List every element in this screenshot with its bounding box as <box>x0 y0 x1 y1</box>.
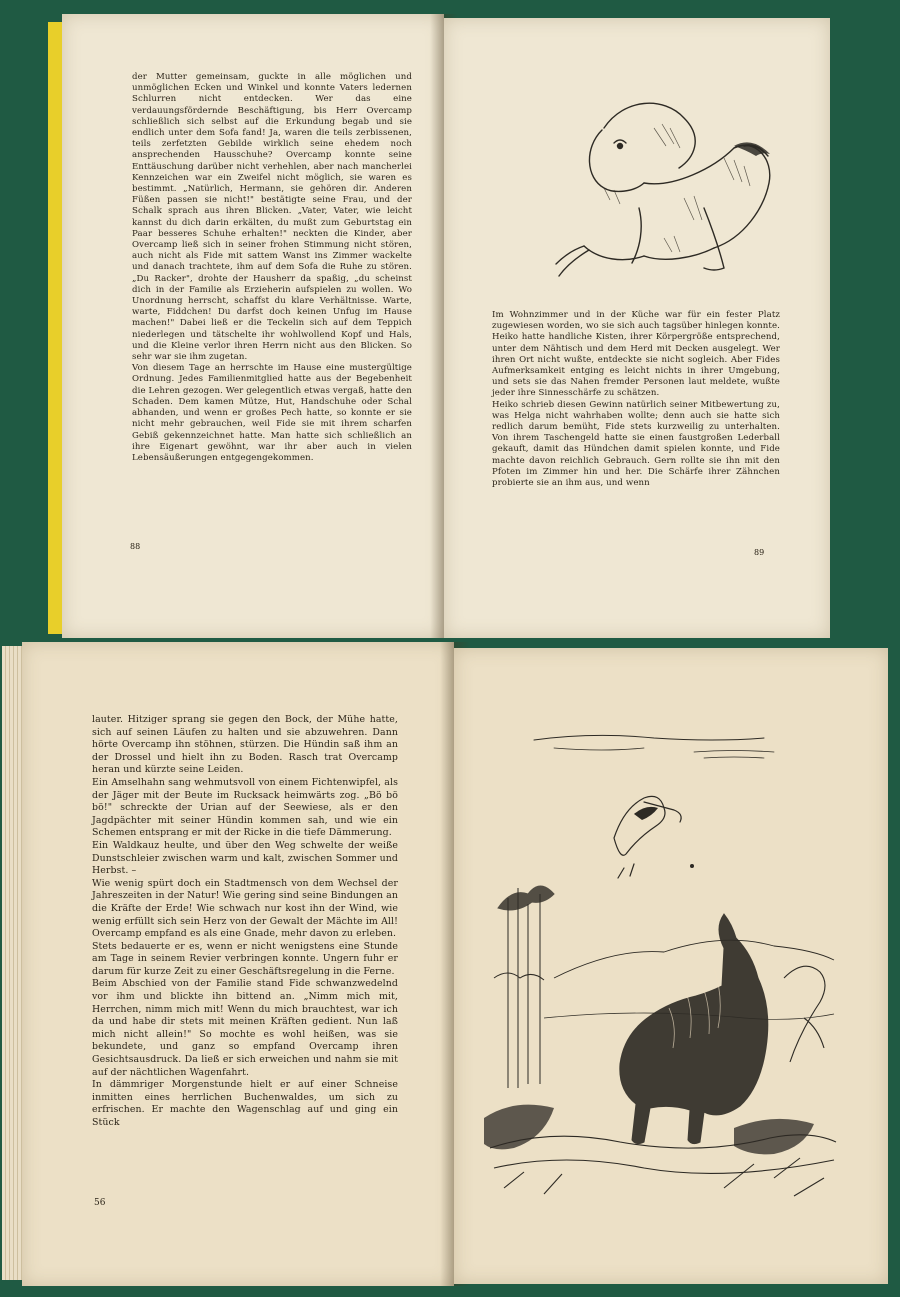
lower-right-page <box>454 648 888 1284</box>
upper-left-page <box>62 14 444 638</box>
upper-right-page-text: Im Wohnzimmer und in der Küche war für ein fester Platz zugewiesen worden, wo sie sich auch tagsüber hinlegen konnte. Heiko hatte handliche Kisten, ihrer Körpergröße entsprechend, unter dem Nähtisch und dem Herd mit Decken ausgelegt. Wer ihren Ort nicht wußte, entdeckte sie nicht sogleich. Aber Fides Aufmerksamkeit entging es leicht nichts in ihrer Umgebung, und sets sie das Nahen fremder Personen laut meldete, wußte jeder ihre Sinnesschärfe zu schätzen. Heiko schrieb diesen Gewinn natürlich seiner Mitbewertung zu, was Helga nicht wahrhaben wollte; denn auch sie hatte sich redlich darum bemüht, Fide stets kurzweilig zu unterhalten. Von ihrem Taschengeld hatte sie einen faustgroßen Lederball gekauft, damit das Hündchen damit spielen konnte, und Fide machte davon reichlich Gebrauch. Gern rollte sie ihn mit den Pfoten im Zimmer hin und her. Die Schärfe ihrer Zähnchen probierte sie an ihm aus, und wenn <box>492 310 780 489</box>
lower-left-page-number: 56 <box>94 1198 106 1208</box>
upper-right-page-number: 89 <box>754 548 765 557</box>
upper-left-page-number: 88 <box>130 542 141 551</box>
lower-boar-and-bird-illustration <box>484 718 844 1218</box>
upper-dog-illustration <box>544 88 794 288</box>
upper-right-page <box>444 18 830 638</box>
lower-book <box>2 642 892 1290</box>
lower-left-page <box>22 642 454 1286</box>
upper-book <box>48 14 830 640</box>
lower-left-page-text: lauter. Hitziger sprang sie gegen den Bock, der Mühe hatte, sich auf seinen Läufen zu halten und sie abzuwehren. Dann hörte Overcamp ihn stöhnen, stürzen. Die Hündin saß ihm an der Drossel und hielt ihn zu Boden. Rasch trat Overcamp heran und kürzte seine Leiden. Ein Amselhahn sang wehmutsvoll von einem Fichtenwipfel, als der Jäger mit der Beute im Rucksack heimwärts zog. „Bö bö bö!" schreckte der Urian auf der Seewiese, als er den Jagdpächter mit seiner Hündin kommen sah, und wie ein Schemen entsprang er mit der Ricke in die tiefe Dämmerung. Ein Waldkauz heulte, und über den Weg schwelte der weiße Dunstschleier zwischen warm und kalt, zwischen Sommer und Herbst. – Wie wenig spürt doch ein Stadtmensch von dem Wechsel der Jahreszeiten in der Natur! Wie gering sind seine Bindungen an die Kräfte der Erde! Wie schwach nur kost ihn der Wind, wie wenig erfüllt sich sein Herz von der Gewalt der Mächte im All! Overcamp empfand es als eine Gnade, mehr davon zu erleben. Stets bedauerte er es, wenn er nicht wenigstens eine Stunde am Tage in seinem Revier verbringen konnte. Ungern fuhr er darum für kurze Zeit zu einer Geschäftsregelung in die Ferne. Beim Abschied von der Familie stand Fide schwanzwedelnd vor ihm und blickte ihn bittend an. „Nimm mich mit, Herrchen, nimm mich mit! Wenn du mich brauchtest, war ich da und habe dir stets mit meinen Kräften gedient. Nun laß mich nicht allein!" So mochte es wohl heißen, was sie bekundete, und ganz so empfand Overcamp ihren Gesichtsausdruck. Da ließ er sich erweichen und nahm sie mit auf der nächtlichen Wagenfahrt. In dämmriger Morgenstunde hielt er auf einer Schneise inmitten eines herrlichen Buchenwaldes, um sich zu erfrischen. Er machte den Wagenschlag auf und ging ein Stück <box>92 714 398 1128</box>
upper-left-page-text: der Mutter gemeinsam, guckte in alle möglichen und unmöglichen Ecken und Winkel und konnte Vaters ledernen Schlurren nicht entdecken. Wer das eine verdauungsfördernde Beschäftigung, bis Herr Overcamp schließlich sich selbst auf die Erkundung begab und sie endlich unter dem Sofa fand! Ja, waren die teils zerbissenen, teils zerfetzten Gebilde wirklich seine ehedem noch ansprechenden Hausschuhe? Overcamp konnte seine Enttäuschung darüber nicht verhehlen, aber nach mancherlei Kennzeichen war ein Zweifel nicht möglich, sie waren es bestimmt. „Natürlich, Hermann, sie gehören dir. Anderen Füßen passen sie nicht!" bestätigte seine Frau, und der Schalk sprach aus ihren Blicken. „Vater, Vater, wie leicht kannst du dich darin erkälten, du mußt zum Geburtstag ein Paar besseres Schuhe erhalten!" neckten die Kinder, aber Overcamp ließ sich in seiner frohen Stimmung nicht stören, auch nicht als Fide mit sattem Wanst ins Zimmer wackelte und danach trachtete, ihm auf dem Sofa die Ruhe zu stören. „Du Racker", drohte der Hausherr da spaßig, „du scheinst dich in der Familie als Erzieherin aufspielen zu wollen. Wo Unordnung herrscht, schaffst du klare Verhältnisse. Warte, warte, Fiddchen! Du darfst doch keinen Unfug im Hause machen!" Dabei ließ er die Teckelin sich auf dem Teppich niederlegen und tätschelte ihr wohlwollend Kopf und Hals, und die Kleine verlor ihren Herrn nicht aus den Blicken. So sehr war sie ihm zugetan. Von diesem Tage an herrschte im Hause eine mustergültige Ordnung. Jedes Familienmitglied hatte aus der Begebenheit die Lehren gezogen. Wer gelegentlich etwas vergaß, hatte den Schaden. Dem kamen Mütze, Hut, Handschuhe oder Schal abhanden, und wenn er großes Pech hatte, so konnte er sie nicht mehr gebrauchen, weil Fide sie mit ihrem scharfen Gebiß gekennzeichnet hatte. Man hatte sich schließlich an ihre Eigenart gewöhnt, war ihr aber auch in vielen Lebensäußerungen entgegengekommen. <box>132 72 412 463</box>
